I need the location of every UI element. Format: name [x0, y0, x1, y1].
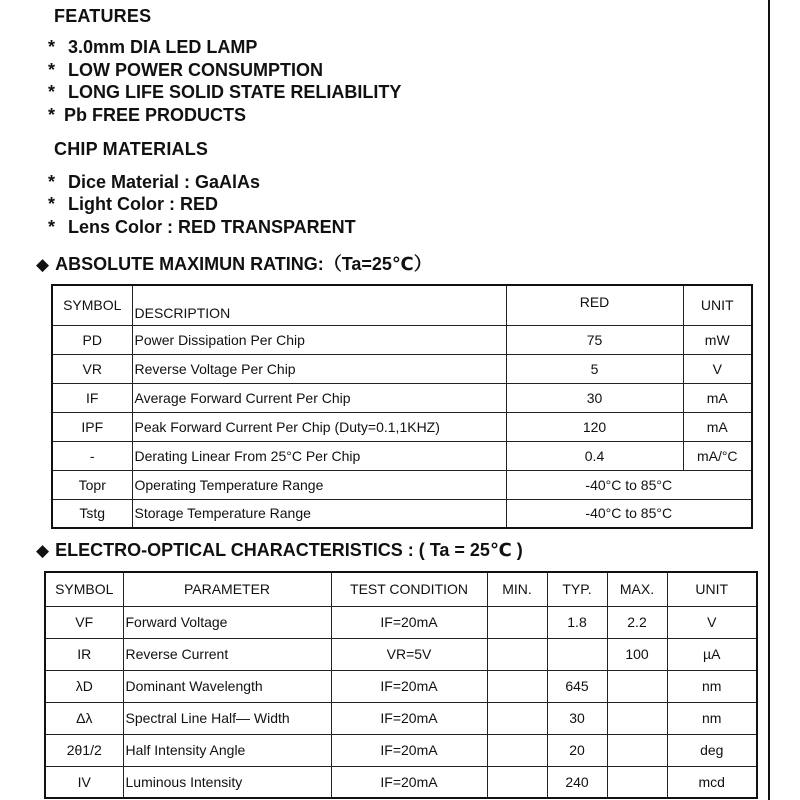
header-typ: TYP. — [547, 572, 607, 606]
cell-min — [487, 670, 547, 702]
cell-red: 30 — [506, 383, 683, 412]
cell-min — [487, 638, 547, 670]
table-row — [52, 325, 752, 354]
cell-symbol: VR — [52, 354, 132, 383]
features-heading: FEATURES — [54, 6, 152, 26]
cell-min — [487, 606, 547, 638]
header-description: DESCRIPTION — [132, 285, 506, 325]
cell-unit: mA/°C — [683, 441, 752, 470]
cell-unit: deg — [667, 734, 757, 766]
table-row — [52, 441, 752, 470]
cell-description: Power Dissipation Per Chip — [132, 325, 506, 354]
cell-unit: V — [667, 606, 757, 638]
table-row — [45, 638, 757, 670]
cell-unit: µA — [667, 638, 757, 670]
cell-range: -40°C to 85°C — [506, 470, 752, 499]
cell-symbol: Tstg — [52, 499, 132, 528]
table-row — [52, 383, 752, 412]
cell-typ: 1.8 — [547, 606, 607, 638]
cell-symbol: 2θ1/2 — [45, 734, 123, 766]
cell-description: Average Forward Current Per Chip — [132, 383, 506, 412]
chip-item: * Light Color : RED — [48, 194, 218, 214]
cell-symbol: IV — [45, 766, 123, 798]
cell-unit: nm — [667, 670, 757, 702]
cell-symbol: Topr — [52, 470, 132, 499]
header-max: MAX. — [607, 572, 667, 606]
cell-min — [487, 766, 547, 798]
cell-symbol: IF — [52, 383, 132, 412]
cell-description: Peak Forward Current Per Chip (Duty=0.1,1KHZ) — [132, 412, 506, 441]
cell-max: 100 — [607, 638, 667, 670]
feature-item: * Pb FREE PRODUCTS — [48, 105, 247, 125]
cell-parameter: Dominant Wavelength — [123, 670, 331, 702]
cell-parameter: Spectral Line Half— Width — [123, 702, 331, 734]
table-header-row — [52, 285, 752, 325]
electro-optical-table — [44, 571, 758, 799]
cell-parameter: Forward Voltage — [123, 606, 331, 638]
cell-min — [487, 702, 547, 734]
cell-condition: IF=20mA — [331, 702, 487, 734]
cell-red: 0.4 — [506, 441, 683, 470]
cell-unit: V — [683, 354, 752, 383]
cell-condition: IF=20mA — [331, 766, 487, 798]
cell-condition: IF=20mA — [331, 606, 487, 638]
cell-unit: mA — [683, 412, 752, 441]
absolute-rating-table — [51, 284, 753, 529]
header-parameter: PARAMETER — [123, 572, 331, 606]
table-header-row — [45, 572, 757, 606]
cell-typ: 20 — [547, 734, 607, 766]
cell-symbol: Δλ — [45, 702, 123, 734]
cell-unit: mcd — [667, 766, 757, 798]
header-symbol: SYMBOL — [45, 572, 123, 606]
table-row — [52, 499, 752, 528]
cell-typ: 30 — [547, 702, 607, 734]
cell-max — [607, 766, 667, 798]
electro-optical-heading: ◆ ELECTRO-OPTICAL CHARACTERISTICS : ( Ta = 25℃ ) — [36, 540, 523, 560]
table-row — [52, 470, 752, 499]
header-min: MIN. — [487, 572, 547, 606]
table-row — [52, 354, 752, 383]
chip-item: * Dice Material : GaAlAs — [48, 172, 261, 192]
feature-item: * LONG LIFE SOLID STATE RELIABILITY — [48, 82, 402, 102]
table-row — [45, 734, 757, 766]
cell-red: 120 — [506, 412, 683, 441]
header-symbol: SYMBOL — [52, 285, 132, 325]
cell-max: 2.2 — [607, 606, 667, 638]
table-row — [45, 766, 757, 798]
cell-typ — [547, 638, 607, 670]
cell-parameter: Luminous Intensity — [123, 766, 331, 798]
cell-min — [487, 734, 547, 766]
cell-symbol: λD — [45, 670, 123, 702]
chip-materials-heading: CHIP MATERIALS — [54, 139, 209, 159]
cell-range: -40°C to 85°C — [506, 499, 752, 528]
cell-unit: mA — [683, 383, 752, 412]
cell-symbol: VF — [45, 606, 123, 638]
cell-condition: IF=20mA — [331, 734, 487, 766]
table-row — [45, 606, 757, 638]
header-unit: UNIT — [683, 285, 752, 325]
cell-unit: mW — [683, 325, 752, 354]
cell-typ: 645 — [547, 670, 607, 702]
cell-parameter: Reverse Current — [123, 638, 331, 670]
header-unit: UNIT — [667, 572, 757, 606]
page-border-line — [768, 0, 770, 800]
header-red: RED — [506, 285, 683, 325]
table-row — [45, 670, 757, 702]
feature-item: * 3.0mm DIA LED LAMP — [48, 37, 258, 57]
header-condition: TEST CONDITION — [331, 572, 487, 606]
cell-red: 75 — [506, 325, 683, 354]
cell-condition: IF=20mA — [331, 670, 487, 702]
cell-symbol: IR — [45, 638, 123, 670]
cell-description: Derating Linear From 25°C Per Chip — [132, 441, 506, 470]
feature-item: * LOW POWER CONSUMPTION — [48, 60, 323, 80]
diamond-bullet-icon: ◆ — [36, 541, 50, 560]
cell-red: 5 — [506, 354, 683, 383]
cell-symbol: - — [52, 441, 132, 470]
table-row — [45, 702, 757, 734]
chip-item: * Lens Color : RED TRANSPARENT — [48, 217, 356, 237]
cell-unit: nm — [667, 702, 757, 734]
absolute-rating-heading: ◆ ABSOLUTE MAXIMUN RATING:（Ta=25℃） — [36, 254, 432, 274]
cell-typ: 240 — [547, 766, 607, 798]
cell-description: Storage Temperature Range — [132, 499, 506, 528]
cell-description: Operating Temperature Range — [132, 470, 506, 499]
table-row — [52, 412, 752, 441]
cell-condition: VR=5V — [331, 638, 487, 670]
cell-max — [607, 734, 667, 766]
cell-parameter: Half Intensity Angle — [123, 734, 331, 766]
cell-max — [607, 702, 667, 734]
cell-description: Reverse Voltage Per Chip — [132, 354, 506, 383]
cell-symbol: PD — [52, 325, 132, 354]
diamond-bullet-icon: ◆ — [36, 255, 50, 274]
cell-max — [607, 670, 667, 702]
cell-symbol: IPF — [52, 412, 132, 441]
